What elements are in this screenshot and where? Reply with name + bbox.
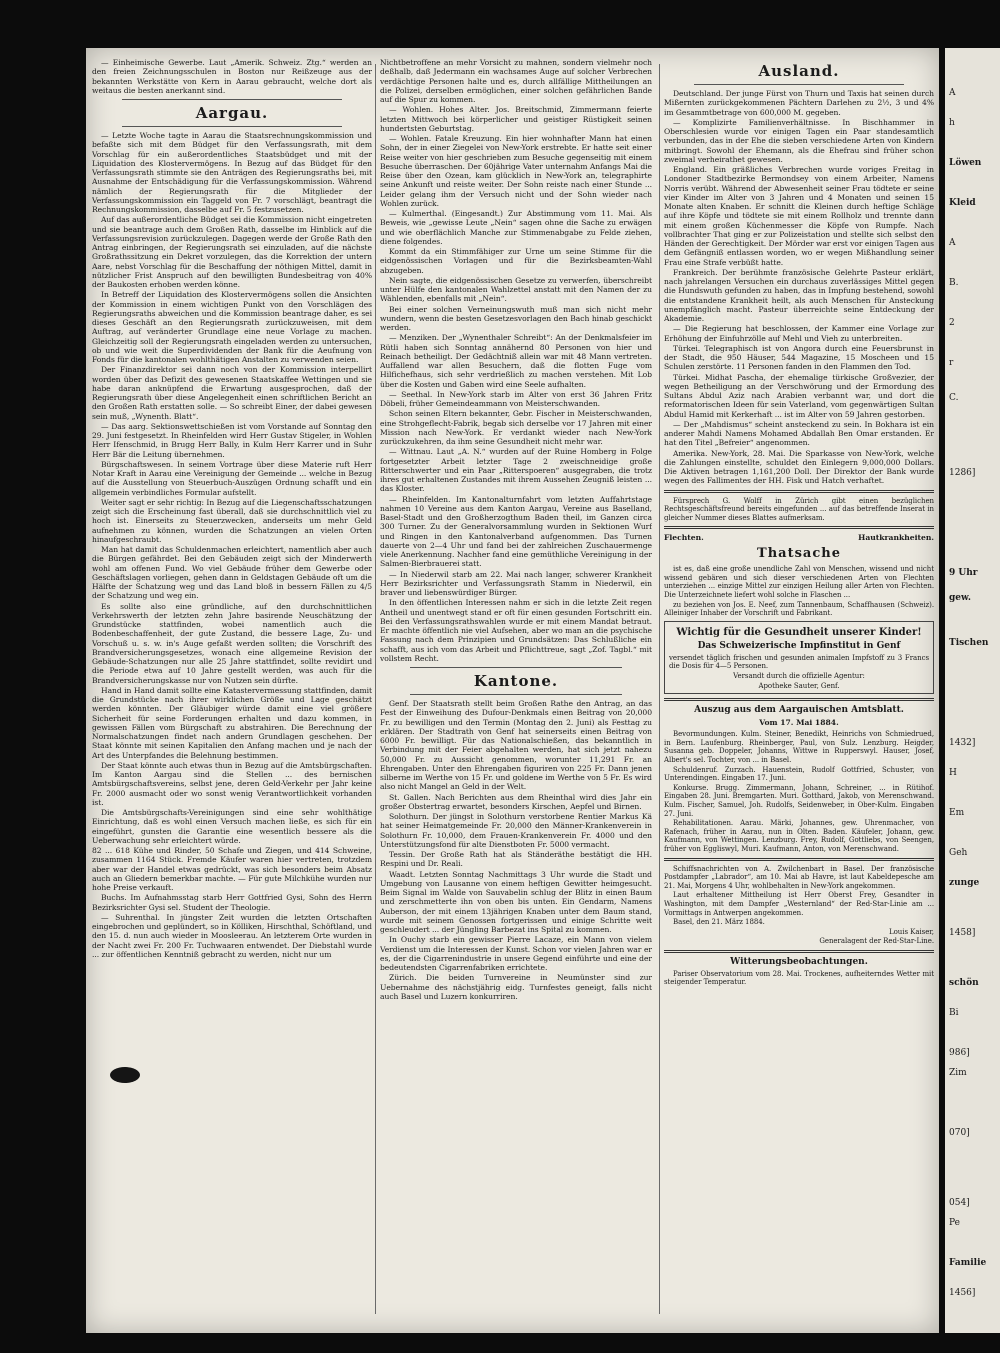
adjacent-page-fragment: 986] <box>949 1048 970 1058</box>
adjacent-page-fragment: r <box>949 358 954 368</box>
article-england: England. Ein gräßliches Verbrechen wurde voriges Freitag in Londoner Stadtbezirke Bermondsey von einem Arbeiter, Namens Norris verübt. Während der Abwesenheit seiner Frau tödtete er seine vier Kinder im Alter von 3 Jahren und 4 Monaten und seinen 15 Monate alten Knaben. Er schnitt die Kleinen durch heftige Schläge auf ihre Köpfe und tödtete sie mit einem Rollholz und trennte dann mit einem großen Küchenmesser die Köpfe von Rumpfe. Nach vollbrachter That ging er zur Polizeistation und stellte sich selbst den Händen der Gerechtigkeit. Der Mörder war erst vor einigen Tagen aus dem Gefängniß entlassen worden, wo er wegen Mißhandlung seiner Frau eine Strafe verbüßt hatte. <box>664 165 934 267</box>
article-niederwil: — In Niederwil starb am 22. Mai nach langer, schwerer Krankheit Herr Bezirksrichter und Verfassungsrath Stamm in Niederwil, ein braver und liebenswürdiger Bürger. <box>380 569 652 597</box>
article-wohlen-kreuzung: — Wohlen. Fatale Kreuzung. Ein hier wohnhafter Mann hat einen Sohn, der in einer Ziegelei von New-York erstrebte. Er hatte seit einer Reise weiter von hier geschrieben zum Besuche gegenseitig mit einem Besuche überraschen. Der 60jährige Vater unternahm Anfangs Mai die Reise über den Ozean, kam glücklich in New-York an, telegraphirte seine Ankunft und reiste weiter. Der Sohn reiste nach einer Stunde ... Leider gelang ihm der Versuch nicht und der Sohn wieder nach Wohlen zurück. <box>380 134 652 208</box>
adjacent-page-fragment: C. <box>949 393 959 403</box>
column-rule <box>659 64 660 1314</box>
ad-impf-agent: Versandt durch die offizielle Agentur: <box>733 672 865 681</box>
double-rule <box>664 950 934 953</box>
adjacent-page-fragment: gew. <box>949 593 971 603</box>
article-menziken: — Menziken. Der „Wynenthaler Schreibt“: An der Denkmalsfeier im Rütli haben sich Sonntag annähernd 80 Personen von hier und Reinach betheiligt. Der Gedächtniß allein war mit 48 Mann vertreten. Auffallend war allen Besuchern, daß die flotten Fuge vom Hilfichefhaus, sich sehr verdrießlich zu machen verstehen. Mit Lob über die Kosten und Gaben wird eine Seele aufhalten. <box>380 333 652 389</box>
article-budget: Auf das außerordentliche Büdget sei die Kommission nicht eingetreten und sie beantrage auch dem Großen Rath, dasselbe im Hinblick auf die Verfassungsrevision zurückzulegen. Dagegen werde der Große Rath den Antrag einbringen, der Regierungsrath sei einzuladen, auf die nächste Großrathssitzung ein Dekret vorzulegen, das die Korrektion der untern Aare, nebst Vorschlag für die Beschaffung der nöthigen Mittel, damit in nützlicher Frist Anspruch auf den bewilligten Bundesbeitrag von 40% der Baukosten erhoben werden könne. <box>92 215 372 289</box>
adjacent-page-fragment: Tischen <box>949 638 989 648</box>
ad-heading-thatsache: Thatsache <box>757 546 841 562</box>
amtsblatt-bevormundungen: Bevormundungen. Kulm. Steiner, Benedikt, Heinrichs von Schmiedrued, in Bern. Laufenburg. Rheinberger, Paul, von Sulz. Lenzburg. Heigder, Susanna geb. Doppeler, Johanns, Wittwe in Rupperswyl. Hauser, Josef, Albert's sel. Tochter, von ... in Basel. <box>664 730 934 764</box>
article-st-gallen: St. Gallen. Nach Berichten aus dem Rheinthal wird dies Jahr ein großer Obstertrag erwartet, besonders Kirschen, Aepfel und Birnen. <box>380 792 652 811</box>
adjacent-page-fragment: schön <box>949 978 979 988</box>
article-deutschland: Deutschland. Der junge Fürst von Thurn und Taxis hat seinen durch Mißernten zurückgekommenen Pächtern Darlehen zu 2½, 3 und 4% im Gesammtbetrage von 600,000 M. gegeben. <box>664 89 934 117</box>
article-tuerkei-1: Türkei. Telegraphisch ist von Angora durch eine Feuersbrunst in der Stadt, die 950 Häuser, 544 Magazine, 15 Moscheen und 15 Schulen zerstörte. 11 Personen fanden in den Flammen den Tod. <box>664 343 934 372</box>
newspaper-page <box>86 48 939 1333</box>
article-finanzdirektor: Der Finanzdirektor sei dann noch von der Kommission interpellirt worden über das Defizit des gewesenen Staatskaffee Wettingen und sie habe daran anknüpfend die Erwartung ausgesprochen, daß der Regierungsrath über diese Angelegenheit einen schriftlichen Bericht an den Großen Rath erstatten solle. — So schreibt Einer, der dabei gewesen sein muß, „Wynenth. Blatt“. <box>92 365 372 421</box>
article-katastervermessung: Hand in Hand damit sollte eine Katastervermessung stattfinden, damit die Grundstücke nach ihrer wirklichen Größe und Lage geschätzt werden könnten. Der Gläubiger würde damit eine viel größere Sicherheit für seine Forderungen erhalten und dazu kommen, in gewissen Fällen vom Bürgschaft zu abstrahiren. Die Berechnung der Normalschatzungen findet nach andern Grundlagen geschehen. Der Staat könnte mit seinen Kapitalien den Anfang machen und je nach der Art des Unterpfandes die Belehnung bestimmen. <box>92 685 372 760</box>
article-wohlen-alter: — Wohlen. Hohes Alter. Jos. Breitschmid, Zimmermann feierte letzten Mittwoch bei körperlicher und geistiger Rüstigkeit seinen hundertsten Geburtstag. <box>380 105 652 133</box>
section-heading-ausland: Ausland. <box>758 62 840 80</box>
adjacent-page-fragment: 1458] <box>949 928 976 938</box>
amtsblatt-title: Auszug aus dem Aargauischen Amtsblatt. <box>694 705 904 716</box>
article-tuerkei-2: Türkei. Midhat Pascha, der ehemalige türkische Großvezier, der wegen Betheiligung an der Verschwörung und der Ermordung des Sultans Abdul Aziz nach Arabien verbannt war, und dort die reformatorischen Ideen für sein Vaterland, vom gegenwärtigen Sultan Abdul Hamid mit Kerkerhaft ... ist im Alter von 59 Jahren gestorben. <box>664 372 934 419</box>
article-stimmfaehiger: Kommt da ein Stimmfähiger zur Urne um seine Stimme für die eidgenössischen Vorlagen und für die Bezirksbeamten-Wahl abzugeben. <box>380 247 652 275</box>
ad-place-date: Basel, den 21. März 1884. <box>673 918 765 927</box>
adjacent-page-fragment: 9 Uhr <box>949 568 978 578</box>
adjacent-page-fragment: 070] <box>949 1128 970 1138</box>
adjacent-page-strip <box>945 48 1000 1333</box>
ad-important-heading: Wichtig für die Gesundheit unserer Kinder! <box>676 626 922 638</box>
amtsblatt-konkurse: Konkurse. Brugg. Zimmermann, Johann, Schreiner, ... in Rütihof. Eingaben 28. Juni. Bremgarten. Muri. Gotthard, Jakob, von Merenschwand. Kulm. Fischer, Samuel, Joh. Rudolfs, Seidenweber, in Ober-Kulm. Eingaben 27. Juni. <box>664 783 934 818</box>
double-rule <box>664 490 934 493</box>
ad-schiffsnachrichten: Schiffsnachrichten von A. Zwilchenbart in Basel. Der französische Postdampfer „Labrador“, am 10. Mai ab Havre, ist laut Kabeldepesche am 21. Mai, Morgens 4 Uhr, wohlbehalten in New-York angekommen. <box>664 864 934 890</box>
divider <box>122 99 342 100</box>
article-rheinfelden: — Rheinfelden. Im Kantonalturnfahrt vom letzten Auffahrtstage nahmen 10 Vereine aus dem Kanton Aargau, Vereine aus Baselland, Basel-Stadt und den Großherzogthum Baden theil, im Ganzen circa 300 Turner. Zu der Generalvorsammlung wurden in Sektionen Wurf und Ringen in den Kantonalverband aufgenommen. Das Turnen dauerte von 2—4 Uhr und fand bei der zahlreichen Zuschauermenge viele Anerkennung. Nachher fand eine gemüthliche Vereinigung in der Salmen-Bierbrauerei statt. <box>380 494 652 569</box>
ad-flechten-text: ist es, daß eine große unendliche Zahl von Menschen, wissend und nicht wissend gebären und sich dieser verschiedenen Arten von Flechten unterziehen ... einzige Mittel zur einzigen Heilung aller Arten von Flechten. Die Unterzeichnete liefert wohl solche in Flaschen ... <box>664 565 934 600</box>
article-buchs: Buchs. Im Aufnahmsstag starb Herr Gottfried Gysi, Sohn des Herrn Bezirksrichter Gysi sel. Student der Theologie. <box>92 893 372 912</box>
article-gewerbe: — Einheimische Gewerbe. Laut „Amerik. Schweiz. Ztg.“ werden an den freien Zeichnungsschulen in Boston nur Reißzeuge aus der bekannten Werkstätte von Kern in Aarau gebraucht, welche dort als weitaus die besten anerkannt sind. <box>92 58 372 95</box>
adjacent-page-fragment: Em <box>949 808 965 818</box>
article-seethal-2: Schon seinen Eltern bekannter, Gebr. Fischer in Meisterschwanden, eine Strohgeflecht-Fabrik, begab sich derselbe vor 17 Jahren mit einer Mission nach New-York. Er verdankt wieder nach New-York zurückzukehren, da ihm seine Gesundheit nicht mehr war. <box>380 409 652 446</box>
adjacent-page-fragment: Pe <box>949 1218 960 1228</box>
ad-impf-pharmacy: Apotheke Sauter, Genf. <box>758 681 840 690</box>
ad-label-flechten: Flechten. <box>664 533 704 543</box>
adjacent-page-fragment: 054] <box>949 1198 970 1208</box>
amtsblatt-rehabilitationen: Rehabilitationen. Aarau. Märki, Johannes, gew. Uhrenmacher, von Rafenach, früher in Aarau, nun in Olten. Baden. Käufeler, Johann, gew. Kaufmann, von Wettingen. Lenzburg. Frey, Rudolf, Gottliebs, von Seengen, früher von Eggliswyl, Muri. Kaufmann, Anton, von Merenschwand. <box>664 819 934 853</box>
article-kulmerthal: — Kulmerthal. (Eingesandt.) Zur Abstimmung vom 11. Mai. Als Beweis, wie „gewisse Leute „Nein“ sagen ohne die Sache zu erwägen und wie oberflächlich Manche zur Stimmenabgabe zu Felde ziehen, diene folgendes. <box>380 209 652 246</box>
column-left <box>92 58 372 1328</box>
article-buergschaftswesen: Bürgschaftswesen. In seinem Vortrage über diese Materie ruft Herr Notar Kraft in Aarau eine Vereinigung der Gemeinde ... welche in Bezug auf die Ausstellung von Steuerbuch-Auszügen Ordnung schafft und ein allgemein verbindliches Formular aufstellt. <box>92 459 372 497</box>
double-rule <box>664 858 934 861</box>
article-zuerich: Zürich. Die beiden Turnvereine in Neumünster sind zur Uebernahme des nächstjährig eidg. Turnfestes geneigt, falls nicht auch Basel und Luzern konkurriren. <box>380 973 652 1001</box>
adjacent-page-fragment: h <box>949 118 955 128</box>
adjacent-page-fragment: 1456] <box>949 1288 976 1298</box>
article-nein: Nein sagte, die eidgenössischen Gesetze zu verwerfen, überschreibt unter Hülfe den kantonalen Wahlzettel anstatt mit den Namen der zu Wählenden, ebenfalls mit „Nein“. <box>380 275 652 304</box>
adjacent-page-fragment: Zim <box>949 1068 967 1078</box>
double-rule <box>664 526 934 529</box>
column-middle <box>380 58 652 1328</box>
adjacent-page-fragment: Kleid <box>949 198 976 208</box>
ink-blot <box>110 1067 140 1083</box>
amtsblatt-date: Vom 17. Mai 1884. <box>759 718 839 728</box>
article-familie: — Komplizirte Familienverhältnisse. In Bischhammer in Oberschlesien wurde vor einigen Tagen ein Paar standesamtlich verbunden, das in der Ehe die sieben verschiedene Arten von Kindern mitbringt. Sowohl der Ehemann, als die Ehefrau sind früher schon zweimal verheirathet gewesen. <box>664 117 934 164</box>
article-vereinigungen: Die Amtsbürgschafts-Vereinigungen sind eine sehr wohlthätige Einrichtung, daß es wohl einen Versuch machen ließe, es sich für ein eingeführt, gunsten die Garantie eine wesentlich bessere als die Ueberwachung sehr erleichtert würde. <box>92 808 372 845</box>
article-ouchy: In Ouchy starb ein gewisser Pierre Lacaze, ein Mann von vielem Verdienst um die Interessen der Kunst. Schon vor vielen Jahren war er es, der die Cigarrenindustrie in unsere Gegend einführte und eine der bedeutendsten Cigarrenfabriken errichtete. <box>380 935 652 972</box>
adjacent-page-fragment: Bi <box>949 1008 959 1018</box>
ad-impf-text: versendet täglich frischen und gesunden animalen Impfstoff zu 3 Francs die Dosis für 4—5 Personen. <box>669 653 929 671</box>
article-tessin: Tessin. Der Große Rath hat als Ständeräthe bestätigt die HH. Respini und Dr. Reali. <box>380 850 652 869</box>
adjacent-page-fragment: A <box>949 88 956 98</box>
article-regierung: — Die Regierung hat beschlossen, der Kammer eine Vorlage zur Erhöhung der Einfuhrzölle auf Mehl und Vieh zu unterbreiten. <box>664 324 934 343</box>
section-heading-kantone: Kantone. <box>473 672 559 690</box>
column-right <box>664 58 934 1328</box>
article-sektionswettschiessen: — Das aarg. Sektionswettschießen ist vom Vorstande auf Sonntag den 29. Juni festgesetzt. In Rheinfelden wird Herr Gustav Stigeler, in Wohlen Herr Ifenschmid, in Brugg Herr Bally, in Kulm Herr Karrer und in Suhr Herr Bär die Leitung übernehmen. <box>92 421 372 459</box>
adjacent-page-fragment: 1432] <box>949 738 976 748</box>
divider <box>694 84 904 85</box>
notice-wolff: Fürsprech G. Wolff in Zürich gibt einen bezüglichen Rechtsgeschäftsfreund bereits eingefunden ... auf das betreffende Inserat in gleicher Nummer dieses Blattes aufmerksam. <box>664 496 934 522</box>
adjacent-page-fragment: Familie <box>949 1258 987 1268</box>
article-frankreich: Frankreich. Der berühmte französische Gelehrte Pasteur erklärt, nach jahrelangen Versuchen ein durchaus zuverlässiges Mittel gegen die Hundswuth gefunden zu haben, das in Impfung bestehend, sowohl die entstandene Krankheit heilt, als auch Menschen für Ansteckung unempfänglich macht. Pasteur überreichte seine Entdeckung der Akademie. <box>664 267 934 323</box>
amtsblatt-schuldenruf: Schuldenruf. Zurzach. Hauenstein, Rudolf Gottfried, Schuster, von Unterendingen. Eingaben 17. Juni. <box>664 765 934 783</box>
ad-labels <box>664 533 934 542</box>
article-liegenschaften: Weiter sagt er sehr richtig: In Bezug auf die Liegenschaftsschatzungen zeigt sich die Erscheinung fast überall, daß sie durchschnittlich viel zu hoch ist. Einerseits zu Steuerzwecken, anderseits um mehr Geld aufnehmen zu können, wurden die Schatzungen an vielen Orten hinaufgeschraubt. <box>92 497 372 544</box>
ad-signature: Louis Kaiser, <box>889 927 934 936</box>
section-heading-aargau: Aargau. <box>195 104 269 122</box>
article-suhrenthal: — Suhrenthal. In jüngster Zeit wurden die letzten Ortschaften eingebrochen und geplündert, so in Kölliken, Hirschthal, Schöftland, und den 15. d. nun auch wieder in Moosleerau. An letzterem Orte wurden in der Nacht zwei Fr. 200 Fr. Tuchwaaren entwendet. Der Diebstahl wurde ... zur öffentlichen Kenntniß gebracht zu werden, nicht nur um <box>92 912 372 959</box>
article-viehmarkt: 82 ... 618 Kühe und Rinder, 50 Schafe und Ziegen, und 414 Schweine, zusammen 1164 Stück. Fremde Käufer waren hier vertreten, trotzdem aber war der Handel etwas gedrückt, was sich besonders beim Absatz auch an Gliedern bemerkbar machte. — Für gute Milchkühe wurden nur hohe Preise verkauft. <box>92 846 372 892</box>
article-continuation: Nichtbetroffene an mehr Vorsicht zu mahnen, sondern vielmehr noch deßhalb, daß Jedermann ein wachsames Auge auf solcher Verbrechen verdächtige Personen halte und es, durch allfällige Mittheilungen an die Polizei, derselben ermöglichen, einer solchen gefährlichen Bande auf die Spur zu kommen. <box>380 58 652 104</box>
article-solothurn: Solothurn. Der jüngst in Solothurn verstorbene Rentier Markus Kä hat seiner Heimatgemeinde Fr. 20,000 den Männer-Krankenverein in Solothurn Fr. 10,000, dem Frauen-Krankenverein Fr. 4000 und den Unterstützungsfond für alte Dienstboten Fr. 5000 vermacht. <box>380 812 652 849</box>
ad-signature-title: Generalagent der Red-Star-Line. <box>819 937 934 946</box>
ad-mitteilung: Laut erhaltener Mittheilung ist Herr Oberst Frey, Gesandter in Washington, mit dem Dampfer „Westernland“ der Red-Star-Linie am ... Vormittags in Antwerpen angekommen. <box>664 891 934 917</box>
article-genf: Genf. Der Staatsrath stellt beim Großen Rathe den Antrag, an das Fest der Einweihung des Dufour-Denkmals einen Beitrag von 20,000 Fr. zu bewilligen und den Termin (Montag den 2. Juni) als Festtag zu erklären. Der Stadtrath von Genf hat seinerseits einen Beitrag von 6000 Fr. bewilligt. Für das Nationalschießen, das bekanntlich in Verbindung mit der Feier abgehalten werden, hat sich jetzt nahezu 50,000 Fr. zu Aussicht genommen, worunter 11,291 Fr. an Ehrengaben. Unter den Ehrengaben figuriren von 225 Fr. Dann jenen silberne im Werthe von 15 Fr. und goldene im Werthe von 5 Fr. Es wird also nicht Mangel an Geld in der Welt. <box>380 699 652 792</box>
adjacent-page-fragment: H <box>949 768 957 778</box>
article-amerika: Amerika. New-York, 28. Mai. Die Sparkasse von New-York, welche die Zahlungen einstellte, schuldet den Einlegern 9,000,000 Dollars. Die Aktiven betragen 1,161,200 Doll. Der Direktor der Bank wurde wegen des Fallimentes der HH. Fisk und Hatch verhaftet. <box>664 448 934 486</box>
adjacent-page-fragment: A <box>949 238 956 248</box>
article-klostervermoegen: In Betreff der Liquidation des Klostervermögens sollen die Ansichten der Kommission in einem wichtigen Punkt von den Vorschlägen des Regierungsraths abweichen und die Kommission beantrage daher, es sei dieses Geschäft an den Regierungsrath zurückzuweisen, mit dem Auftrag, auf veränderter Grundlage eine neue Vorlage zu machen. Gleichzeitig soll der Regierungsrath eingeladen werden zu untersuchen, ob und wie weit die Superdividenden der Bank für die Aeufnung von Fonds für die kantonalen wohlthätigen Anstalten zu verwenden seien. <box>92 290 372 364</box>
double-rule <box>664 698 934 701</box>
divider <box>410 694 622 695</box>
article-wittnau: — Wittnau. Laut „A. N.“ wurden auf der Ruine Homberg in Folge fortgesetzter Arbeit letzter Tage 2 zweischneidige große Ritterschwerter und ein Paar „Ritterspoeren“ ausgegraben, die trotz ihres gut erhaltenen Zustandes mit ihrem Aussehen Zeugniß leisten ... das Kloster. <box>380 447 652 494</box>
article-staatsrechnung: — Letzte Woche tagte in Aarau die Staatsrechnungskommission und befaßte sich mit dem Büdget für den Verfassungsrath, mit dem Vorschlag für ein außerordentliches Staatsbüdget und mit der Liquidation des Klostervermögens. In Bezug auf das Büdget für den Verfassungsrath stimmte sie den Anträgen des Regierungsraths bei, mit Ausnahme der Entschädigung für die Verfassungskommission. Während nämlich der Regierungsrath für die Mitglieder der Verfassungskommission ein Taggeld von Fr. 7 vorschlägt, beantragt die Rechnungskommission, dasselbe auf Fr. 5 festzusetzen. <box>92 131 372 214</box>
adjacent-page-fragment: 2 <box>949 318 955 328</box>
adjacent-page-fragment: zunge <box>949 878 980 888</box>
adjacent-page-fragment: Löwen <box>949 158 982 168</box>
adjacent-page-fragment: B. <box>949 278 959 288</box>
article-waadt: Waadt. Letzten Sonntag Nachmittags 3 Uhr wurde die Stadt und Umgebung von Lausanne von einem heftigen Gewitter heimgesucht. Beim Signal im Walde von Sauvabelin schlug der Blitz in einen Baum und zerschmetterte ihn von oben bis unten. Ein Gendarm, Namens Auberson, der mit einem 13jährigen Knaben unter dem Baum stand, wurde mit seinem Genossen fortgerissen und einige Schritte weit geschleudert ... der Jüngling Barbezat ins Spital zu kommen. <box>380 869 652 934</box>
article-seethal: — Seethal. In New-York starb im Alter von erst 36 Jahren Fritz Döbeli, früher Gemeindeammann von Meisterschwanden. <box>380 389 652 408</box>
weather-text: Pariser Observatorium vom 28. Mai. Trockenes, aufheiterndes Wetter mit steigender Temperatur. <box>664 969 934 987</box>
adjacent-page-fragment: Geh <box>949 848 968 858</box>
article-schuldenmachen: Man hat damit das Schuldenmachen erleichtert, namentlich aber auch die Bürgen gefährdet. Bei den Gebäuden zeigt sich der Minderwerth wohl am offenen Fund. Wo viel Gebäude früher dem Gewerbe oder Geschäftslagen vorliegen, gehen dann in Geldstagen Gebäude oft um die Hälfte der Schatzung weg und das Land bloß in bessern Fällen zu 4/5 der Schatzung und weg ein. <box>92 545 372 601</box>
column-rule <box>375 64 376 1314</box>
adjacent-page-fragment: 1286] <box>949 468 976 478</box>
article-mahdismus: — Der „Mahdismus“ scheint ansteckend zu sein. In Bokhara ist ein anderer Mahdi Namens Mohamed Abdallah Ben Omar erstanden. Er hat den Titel „Befreier“ angenommen. <box>664 419 934 448</box>
article-amtsbuergschaften: Der Staat könnte auch etwas thun in Bezug auf die Amtsbürgschaften. Im Kanton Aargau sind die Stellen ... des bernischen Amtsbürgschaftsvereins, selbst jene, deren Geld-Verkehr per Jahr keine Fr. 2000 ausmacht oder wo sonst wenig Verantwortlichkeit vorhanden ist. <box>92 760 372 807</box>
weather-title: Witterungsbeobachtungen. <box>730 956 868 967</box>
article-niederwil-2: In den öffentlichen Interessen nahm er sich in die letzte Zeit regen Antheil und unentwegt stand er oft für einen gesunden Fortschritt ein. Bei den Verfassungsrathswahlen wurde er mit einem Mandat betraut. Er machte öffentlich nie viel Aufsehen, aber wo man an die psychische Fassung nach dem Prinzipien und Grundsätzen: Das Schlußliche ein schafft, aus ich vom das Arbeit und Pflichttreue, sagt „Zof. Tagbl.“ mit vollstem Recht. <box>380 598 652 663</box>
ad-impfinstitut <box>664 621 934 694</box>
divider <box>410 667 622 668</box>
ad-flechten-source: zu beziehen von Jos. E. Neef, zum Tannenbaum, Schaffhausen (Schweiz). Alleiniger Inhaber der Vorschrift und Fabrikant. <box>664 600 934 618</box>
article-neuschaetzung: Es sollte also eine gründliche, auf den durchschnittlichen Verkehrswerth der letzten zehn Jahre basirende Neuschätzung der Grundstücke stattfinden, wobei namentlich auch die Bodenbeschaffenheit, der gute Zustand, die bessere Lage, Zu- und Vorschuß u. s. w. in's Auge gefaßt werden sollten; die Vorschrift des Brandversicherungsgesetzes, wonach eine allgemeine Revision der Gebäude-Schatzungen nur alle 25 Jahre stattfindet, sollte revidirt und die Periode etwa auf 10 Jahre gestellt werden, was auch für die Brandversicherungskasse nur von Nutzen sein dürfte. <box>92 601 372 685</box>
ad-label-hautkrankheiten: Hautkrankheiten. <box>858 533 934 543</box>
ad-impf-title: Das Schweizerische Impfinstitut in Genf <box>697 640 901 651</box>
divider <box>122 126 342 127</box>
article-verneinungswuth: Bei einer solchen Verneinungswuth muß man sich nicht mehr wundern, wenn die besten Gesetzesvorlagen den Bach hinab geschickt werden. <box>380 304 652 332</box>
